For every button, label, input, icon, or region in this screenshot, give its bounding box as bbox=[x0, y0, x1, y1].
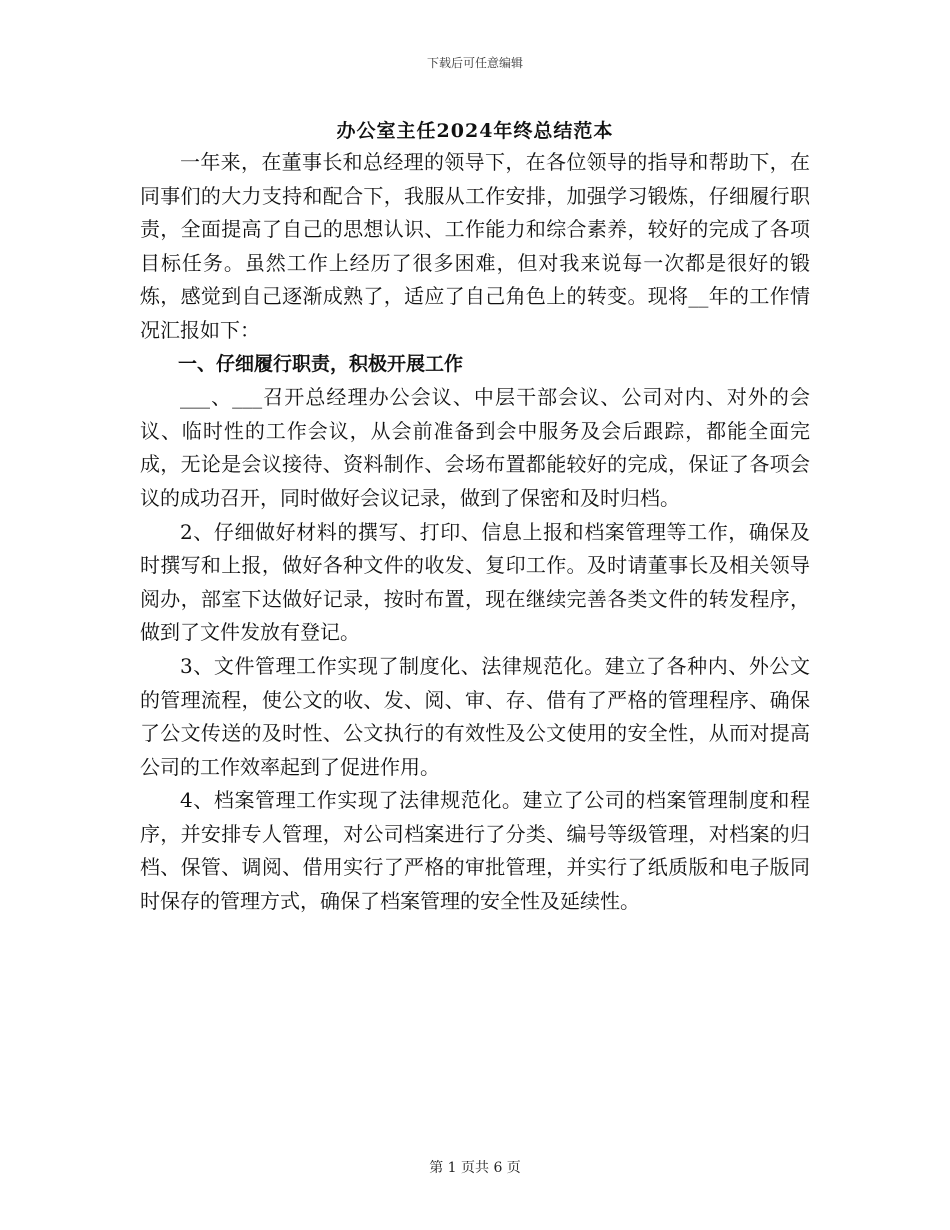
intro-paragraph: 一年来，在董事长和总经理的领导下，在各位领导的指导和帮助下，在同事们的大力支持和配合下，我服从工作安排，加强学习锻炼，仔细履行职责，全面提高了自己的思想认识、工作能力和综合素养，较好的完成了各项目标任务。虽然工作上经历了很多困难，但对我来说每一次都是很好的锻炼，感觉到自己逐渐成熟了，适应了自己角色上的转变。现将__年的工作情况汇报如下： bbox=[140, 150, 810, 342]
item-paragraph-1: ___、___召开总经理办公会议、中层干部会议、公司对内、对外的会议、临时性的工作会议，从会前准备到会中服务及会后跟踪，都能全面完成，无论是会议接待、资料制作、会场布置都能较好的完成，保证了各项会议的成功召开，同时做好会议记录，做到了保密和及时归档。 bbox=[140, 385, 810, 510]
item-paragraph-2: 2、仔细做好材料的撰写、打印、信息上报和档案管理等工作，确保及时撰写和上报，做好各种文件的收发、复印工作。及时请董事长及相关领导阅办，部室下达做好记录，按时布置，现在继续完善各类文件的转发程序，做到了文件发放有登记。 bbox=[140, 519, 810, 645]
header-note: 下载后可任意编辑 bbox=[426, 56, 523, 70]
item-paragraph-3: 3、文件管理工作实现了制度化、法律规范化。建立了各种内、外公文的管理流程，使公文的收、发、阅、审、存、借有了严格的管理程序、确保了公文传送的及时性、公文执行的有效性及公文使用的安全性，从而对提高公司的工作效率起到了促进作用。 bbox=[140, 653, 810, 779]
document-body bbox=[140, 146, 810, 919]
item-paragraph-4: 4、档案管理工作实现了法律规范化。建立了公司的档案管理制度和程序，并安排专人管理，对公司档案进行了分类、编号等级管理，对档案的归档、保管、调阅、借用实行了严格的审批管理，并实行了纸质版和电子版同时保存的管理方式，确保了档案管理的安全性及延续性。 bbox=[140, 788, 810, 914]
document-title: 办公室主任2024年终总结范本 bbox=[336, 120, 614, 142]
page-number-footer: 第 1 页共 6 页 bbox=[429, 1160, 521, 1176]
section-heading: 一、仔细履行职责，积极开展工作 bbox=[178, 352, 464, 375]
